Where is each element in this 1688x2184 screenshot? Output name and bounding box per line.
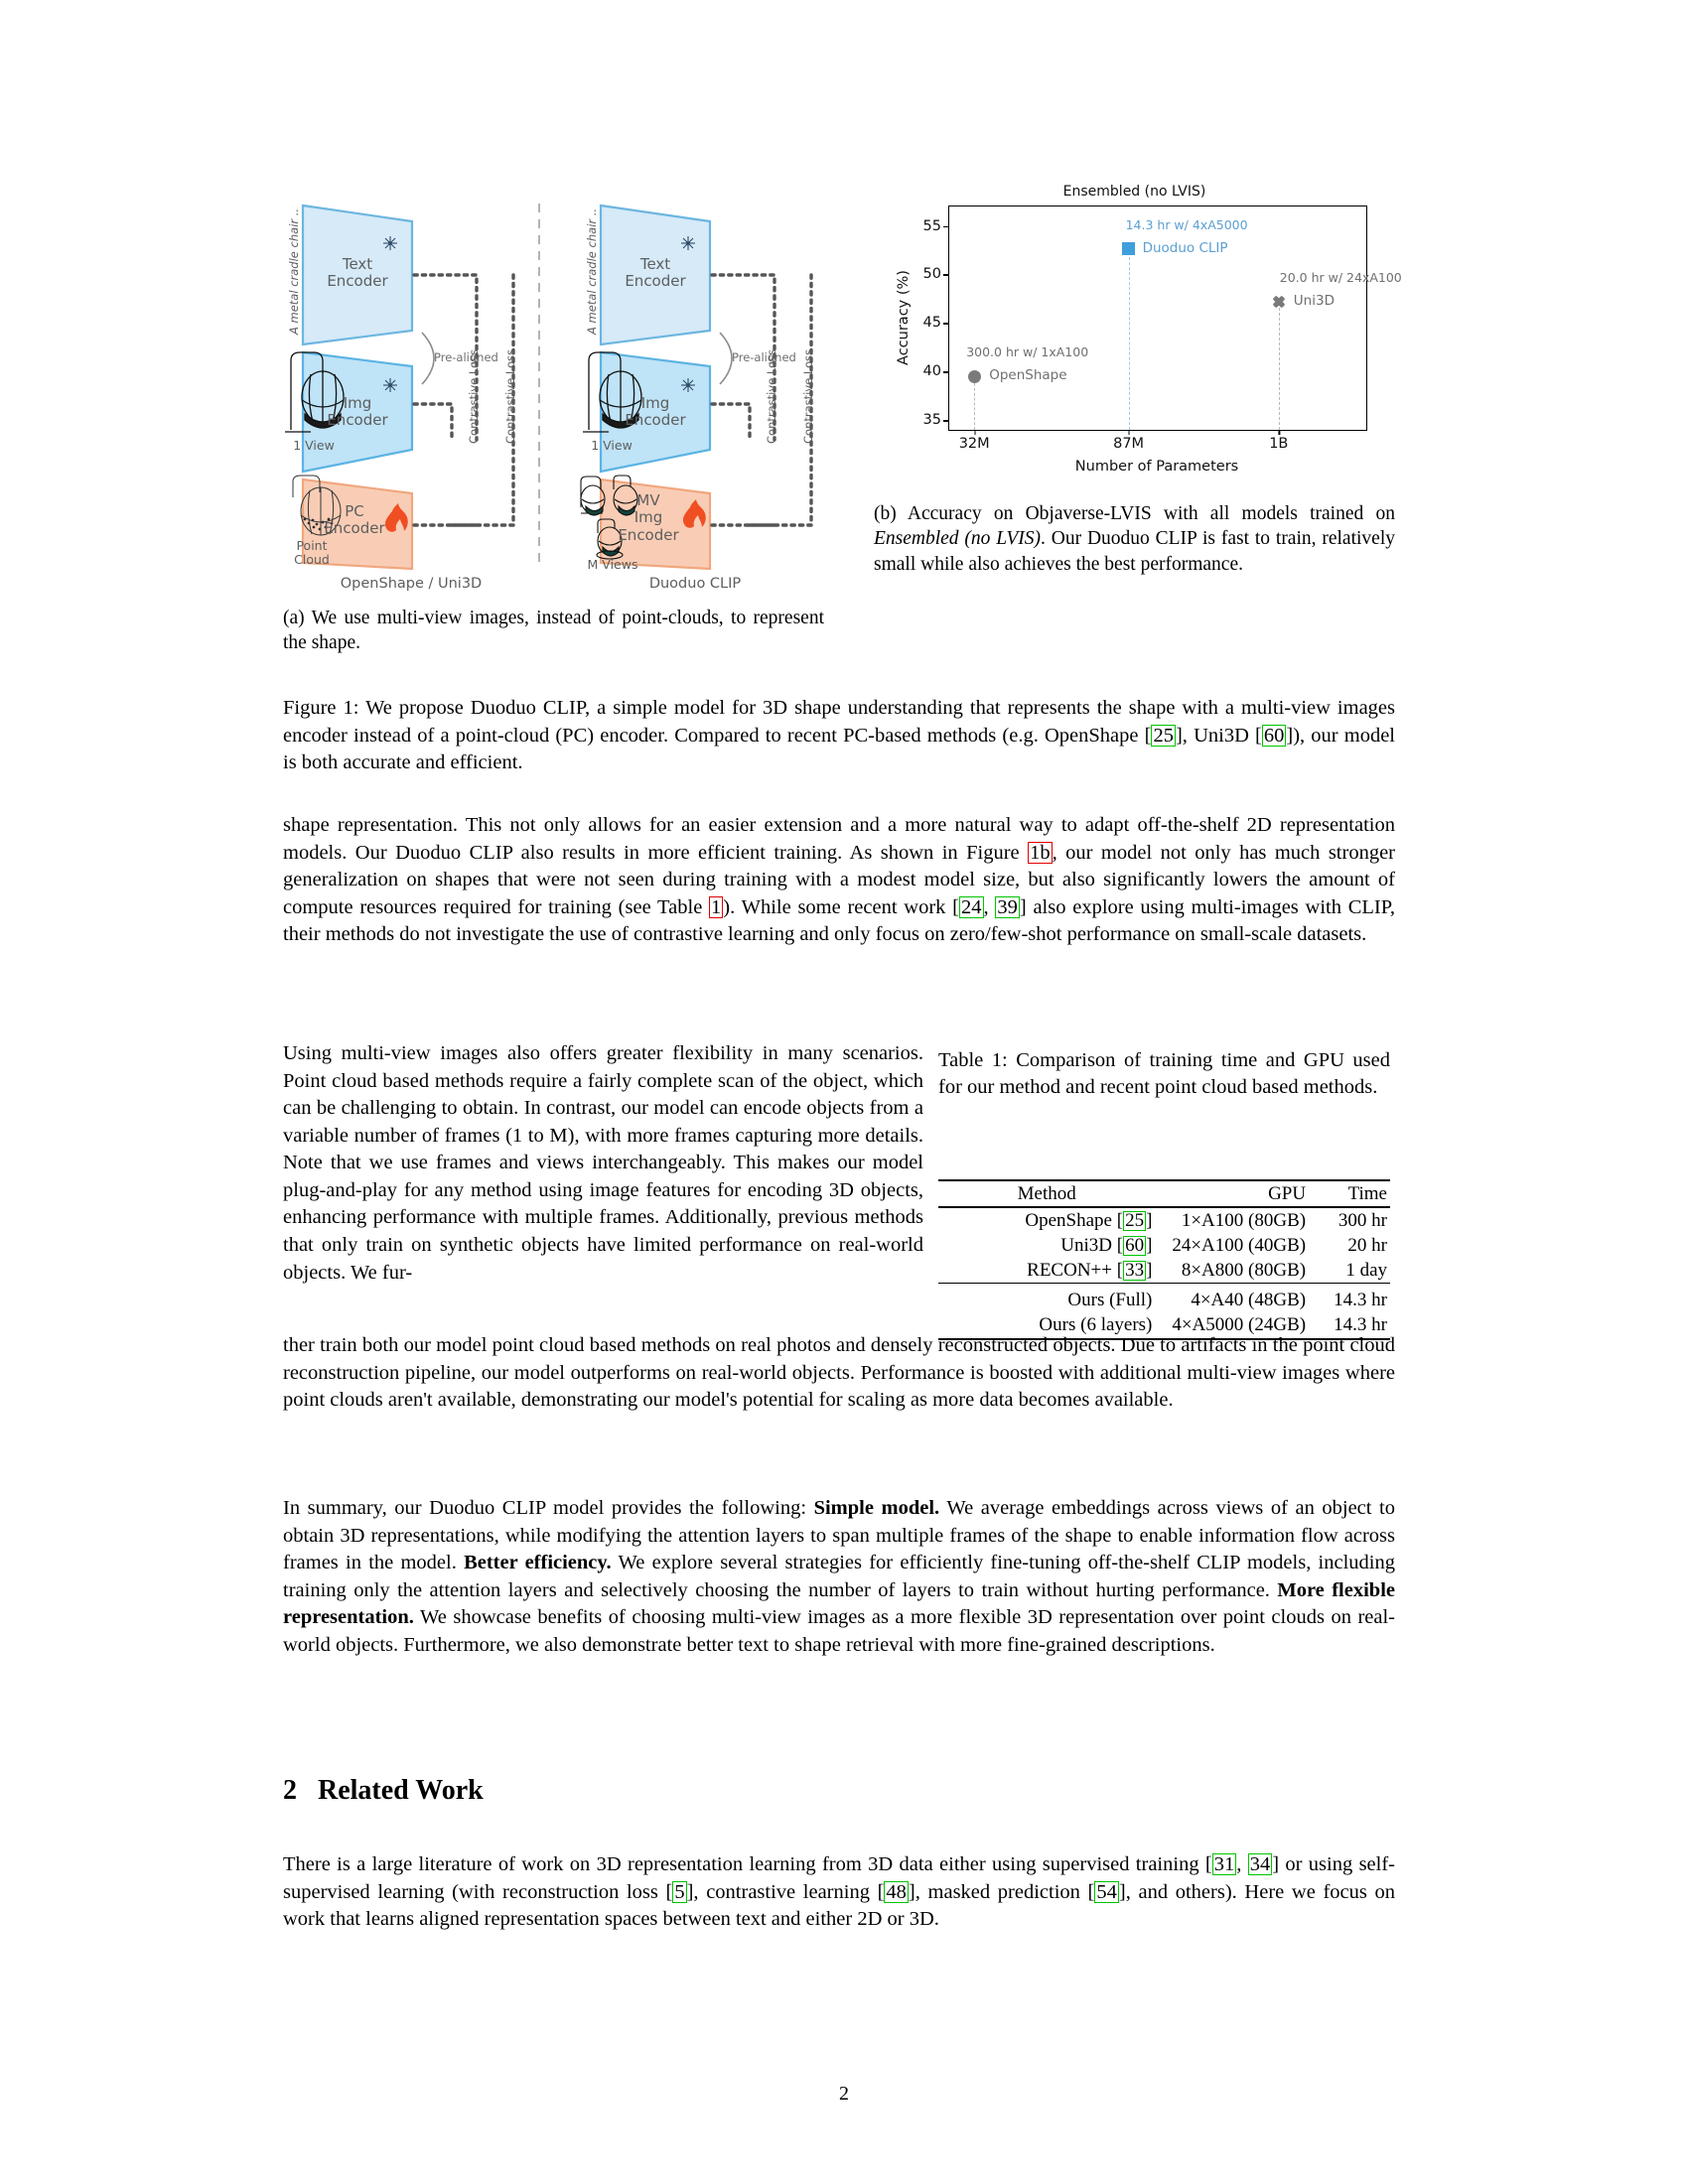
annotation-openshape: 300.0 hr w/ 1xA100 (966, 344, 1089, 360)
table-row (938, 1258, 1390, 1284)
table-1 (938, 1179, 1390, 1340)
table-header-time: Time (1309, 1180, 1390, 1207)
view-label-right: 1 View (591, 438, 633, 453)
y-tick-45: 45 (922, 315, 941, 332)
contrastive-loss-label-2: Contrastive Loss (503, 348, 517, 444)
cell-gpu: 1×A100 (80GB) (1155, 1207, 1309, 1233)
p1-part-d: also explore using multi-images with CLIP, their methods do not investigate the use of contrastive learning and only focus on zero/few-shot performance on small-scale datasets. (283, 895, 1395, 946)
marker-openshape (968, 370, 981, 383)
x-tick-87m: 87M (1113, 436, 1145, 452)
cell-time: 14.3 hr (1309, 1284, 1390, 1313)
y-tick-35: 35 (922, 412, 941, 429)
text-encoder-label: Text Encoder (327, 255, 388, 291)
annotation-uni3d: 20.0 hr w/ 24xA100 (1279, 269, 1402, 285)
caption-b-pre: (b) Accuracy on Objaverse-LVIS with all models trained on (874, 503, 1395, 524)
bold-simple-model: Simple model. (813, 1497, 940, 1519)
view-label-left: 1 View (293, 438, 335, 453)
table-1-caption: Table 1: Comparison of training time and GPU used for our method and recent point cloud based methods. (938, 1049, 1390, 1098)
label-duoduo-clip: Duoduo CLIP (1142, 239, 1228, 256)
cell-time: 20 hr (1347, 1234, 1387, 1256)
text-encoder-label-right: Text Encoder (625, 255, 686, 291)
chart-title: Ensembled (no LVIS) (1062, 184, 1206, 200)
table-bottom-rule (938, 1339, 1390, 1340)
paragraph-summary (283, 1495, 1395, 1659)
p1-part-c: ). While some recent work (723, 895, 953, 918)
table-header-row (938, 1180, 1390, 1207)
table-header-method: Method (938, 1180, 1155, 1207)
cell-method: RECON++ [ 33 ] (1027, 1259, 1153, 1281)
p1-part-a: shape representation. This not only allows for an easier extension and a more natural way to adapt off-the-shelf 2D representation models. Our Duoduo CLIP also results in more efficient training. As shown in Figure (283, 814, 1395, 864)
method-name: OpenShape (1025, 1209, 1117, 1231)
citation-60-table[interactable]: 60 (1125, 1234, 1145, 1256)
p4-part-c: , contrastive learning (693, 1880, 878, 1903)
cell-time: 300 hr (1309, 1207, 1390, 1233)
citation-5[interactable]: 5 (674, 1880, 685, 1903)
caption-b-post: . Our Duoduo CLIP is fast to train, relatively small while also achieves the best performance. (874, 528, 1395, 575)
citation-39[interactable]: 39 (997, 895, 1018, 918)
label-uni3d: Uni3D (1293, 292, 1335, 309)
cell-time: 1 day (1345, 1259, 1387, 1281)
y-tick-50: 50 (922, 266, 941, 283)
y-tick-40: 40 (922, 363, 941, 380)
citation-33-table[interactable]: 33 (1125, 1259, 1145, 1281)
figcap-suffix: ), our model is both accurate and efficient. (283, 724, 1395, 774)
section-heading-related-work (283, 1775, 484, 1807)
figure-1-caption: Figure 1: We propose Duoduo CLIP, a simple model for 3D shape understanding that represents the shape with a multi-view images encoder instead of a point-cloud (PC) encoder. Compared to recent PC-based methods (e.g. OpenShape [25], Uni3D [60]), our model is both accurate and efficient. (283, 697, 1395, 774)
citation-25[interactable]: 25 (1153, 724, 1174, 747)
contrastive-loss-label-4: Contrastive Loss (801, 348, 815, 444)
prealigned-label-right: Pre-aligned (732, 350, 796, 364)
section-title: Related Work (318, 1775, 484, 1806)
citation-24[interactable]: 24 (961, 895, 982, 918)
marker-duoduo-clip (1122, 242, 1135, 255)
page-number: 2 (839, 2083, 849, 2105)
contrastive-loss-label-1: Contrastive Loss (467, 348, 481, 444)
annotation-duoduo-clip: 14.3 hr w/ 4xA5000 (1125, 216, 1248, 232)
table-row (938, 1233, 1390, 1258)
figure-1a (283, 184, 859, 660)
chart-y-axis-label: Accuracy (%) (896, 270, 912, 365)
x-tick-1b: 1B (1269, 436, 1289, 452)
citation-60[interactable]: 60 (1263, 724, 1285, 747)
p3-part-d: We explore several strategies for efficiently fine-tuning off-the-shelf CLIP models, including training only the attention layers and selectively choosing the number of layers to train without hurting performance. (283, 1552, 1395, 1601)
mv-img-encoder-label: MV Img Encoder (618, 491, 679, 544)
bold-better-efficiency: Better efficiency. (464, 1552, 612, 1574)
chart-plot-area (922, 205, 1402, 452)
citation-48[interactable]: 48 (886, 1880, 907, 1903)
cell-method: Ours (Full) (938, 1284, 1155, 1313)
figcap-mid: , Uni3D (1182, 724, 1256, 747)
citation-25-table[interactable]: 25 (1125, 1209, 1145, 1231)
point-cloud-label: Point Cloud (294, 538, 330, 568)
citation-31[interactable]: 31 (1213, 1853, 1235, 1875)
figure-1 (283, 184, 1402, 660)
paragraph-flexibility-narrow: Using multi-view images also offers greater flexibility in many scenarios. Point cloud based methods require a fairly complete scan of the object, which can be challenging to obtain. In contrast, our model can encode objects from a variable number of frames (1 to M), with more frames capturing more details. Note that we use frames and views interchangeably. This makes our model plug-and-play for any method using image features for encoding 3D objects, enhancing performance with multiple frames. Additionally, previous methods that only train on synthetic objects have limited performance on real-world objects. We fur- (283, 1042, 923, 1284)
figure-1b (874, 184, 1402, 660)
pc-encoder-label: PC Encoder (324, 502, 385, 538)
y-tick-55: 55 (922, 217, 941, 234)
p3-part-e: We showcase benefits of choosing multi-view images as a more flexible 3D representation over point clouds on real-world objects. Furthermore, we also demonstrate better text to shape retrieval with more fine-grained descriptions. (283, 1606, 1395, 1656)
p3-part-c: We average embeddings across views of an object to obtain 3D representations, while modifying the attention layers to span multiple frames of the shape to enable information flow across frames in the model. (283, 1497, 1395, 1574)
table-header-gpu: GPU (1155, 1180, 1309, 1207)
dropline-duoduo (1129, 247, 1130, 431)
p3-part-a: In summary, our Duoduo CLIP model provides the following: (283, 1497, 814, 1519)
cell-method: OpenShape [ 25 ] (938, 1207, 1155, 1233)
citation-34[interactable]: 34 (1249, 1853, 1271, 1875)
cell-gpu: 4×A40 (48GB) (1155, 1284, 1309, 1313)
text-prompt-right: A metal cradle chair .. (585, 207, 599, 335)
p4-part-b: or using self-supervised learning (with reconstruction loss (283, 1853, 1395, 1903)
dropline-openshape (974, 378, 975, 430)
p1-part-b: , our model not only has much stronger generalization on shapes that were not seen during training with a modest model size, but also significantly lowers the amount of compute resources required for training (see Table (283, 841, 1395, 918)
p4-part-e: , and others). Here we focus on work that learns aligned representation spaces between text and either 2D or 3D. (283, 1880, 1395, 1931)
ref-figure-1b[interactable]: 1b (1030, 841, 1051, 864)
p4-part-a: There is a large literature of work on 3D representation learning from 3D data either using supervised training (283, 1853, 1205, 1875)
paragraph-related-work: There is a large literature of work on 3D representation learning from 3D data either using supervised training [31, 34] or using self-supervised learning (with reconstruction loss [5], contrastive learning [48], masked prediction [54], and others). Here we focus on work that learns aligned representation spaces between text and either 2D or 3D. (283, 1853, 1395, 1931)
label-openshape: OpenShape (989, 367, 1067, 384)
figcap-prefix: Figure 1: We propose Duoduo CLIP, a simple model for 3D shape understanding that represents the shape with a multi-view images encoder instead of a point-cloud (PC) encoder. Compared to recent PC-based methods (e.g. OpenShape (283, 697, 1395, 747)
cell-gpu: 8×A800 (80GB) (1181, 1259, 1307, 1281)
ref-table-1[interactable]: 1 (711, 895, 722, 918)
panel-caption-left: OpenShape / Uni3D (340, 576, 483, 592)
table-row (938, 1313, 1390, 1339)
img-encoder-label: Img Encoder (327, 394, 388, 430)
text-prompt-left: A metal cradle chair .. (287, 207, 301, 335)
contrastive-loss-label-3: Contrastive Loss (765, 348, 778, 444)
p4-part-d: , masked prediction (914, 1880, 1088, 1903)
bold-more-flexible: More flexible representation. (283, 1578, 1395, 1629)
citation-54[interactable]: 54 (1096, 1880, 1117, 1903)
method-name: Uni3D (1060, 1234, 1117, 1256)
cell-method: Uni3D [ 60 ] (1060, 1234, 1153, 1256)
panel-caption-right: Duoduo CLIP (648, 576, 742, 592)
subfigure-caption-b (874, 501, 1395, 577)
cell-method: Ours (6 layers) (1039, 1314, 1153, 1335)
method-name: RECON++ (1027, 1259, 1117, 1281)
img-encoder-label-right: Img Encoder (625, 394, 686, 430)
paragraph-intro: shape representation. This not only allows for an easier extension and a more natural way to adapt off-the-shelf 2D representation models. Our Duoduo CLIP also results in more efficient training. As shown in Figure 1b, our model not only has much stronger generalization on shapes that were not seen during training with a modest model size, but also significantly lowers the amount of compute resources required for training (see Table 1). While some recent work [24, 39] also explore using multi-images with CLIP, their methods do not investigate the use of contrastive learning and only focus on zero/few-shot performance on small-scale datasets. (283, 814, 1395, 946)
table-row (938, 1207, 1390, 1233)
chart-x-axis-label: Number of Parameters (1074, 459, 1239, 475)
marker-uni3d (1270, 293, 1288, 311)
prealigned-label-left: Pre-aligned (434, 350, 498, 364)
dropline-uni3d (1279, 298, 1280, 430)
subfigure-caption-a: (a) We use multi-view images, instead of point-clouds, to represent the shape. (283, 608, 824, 654)
section-number: 2 (283, 1775, 297, 1806)
cell-gpu: 4×A5000 (24GB) (1172, 1314, 1307, 1335)
cell-time: 14.3 hr (1334, 1314, 1387, 1335)
table-row (938, 1284, 1390, 1313)
m-views-label: M Views (587, 557, 638, 572)
architecture-diagram (283, 184, 859, 571)
cell-gpu: 24×A100 (40GB) (1172, 1234, 1307, 1256)
caption-b-italic: Ensembled (no LVIS) (874, 528, 1042, 550)
paragraph-flexibility-full: ther train both our model point cloud based methods on real photos and densely reconstructed objects. Due to artifacts in the point cloud reconstruction pipeline, our model outperforms on real-world objects. Performance is boosted with additional multi-view images where point clouds aren't available, demonstrating our model's potential for scaling as more data becomes available. (283, 1334, 1395, 1412)
x-tick-32m: 32M (958, 436, 990, 452)
